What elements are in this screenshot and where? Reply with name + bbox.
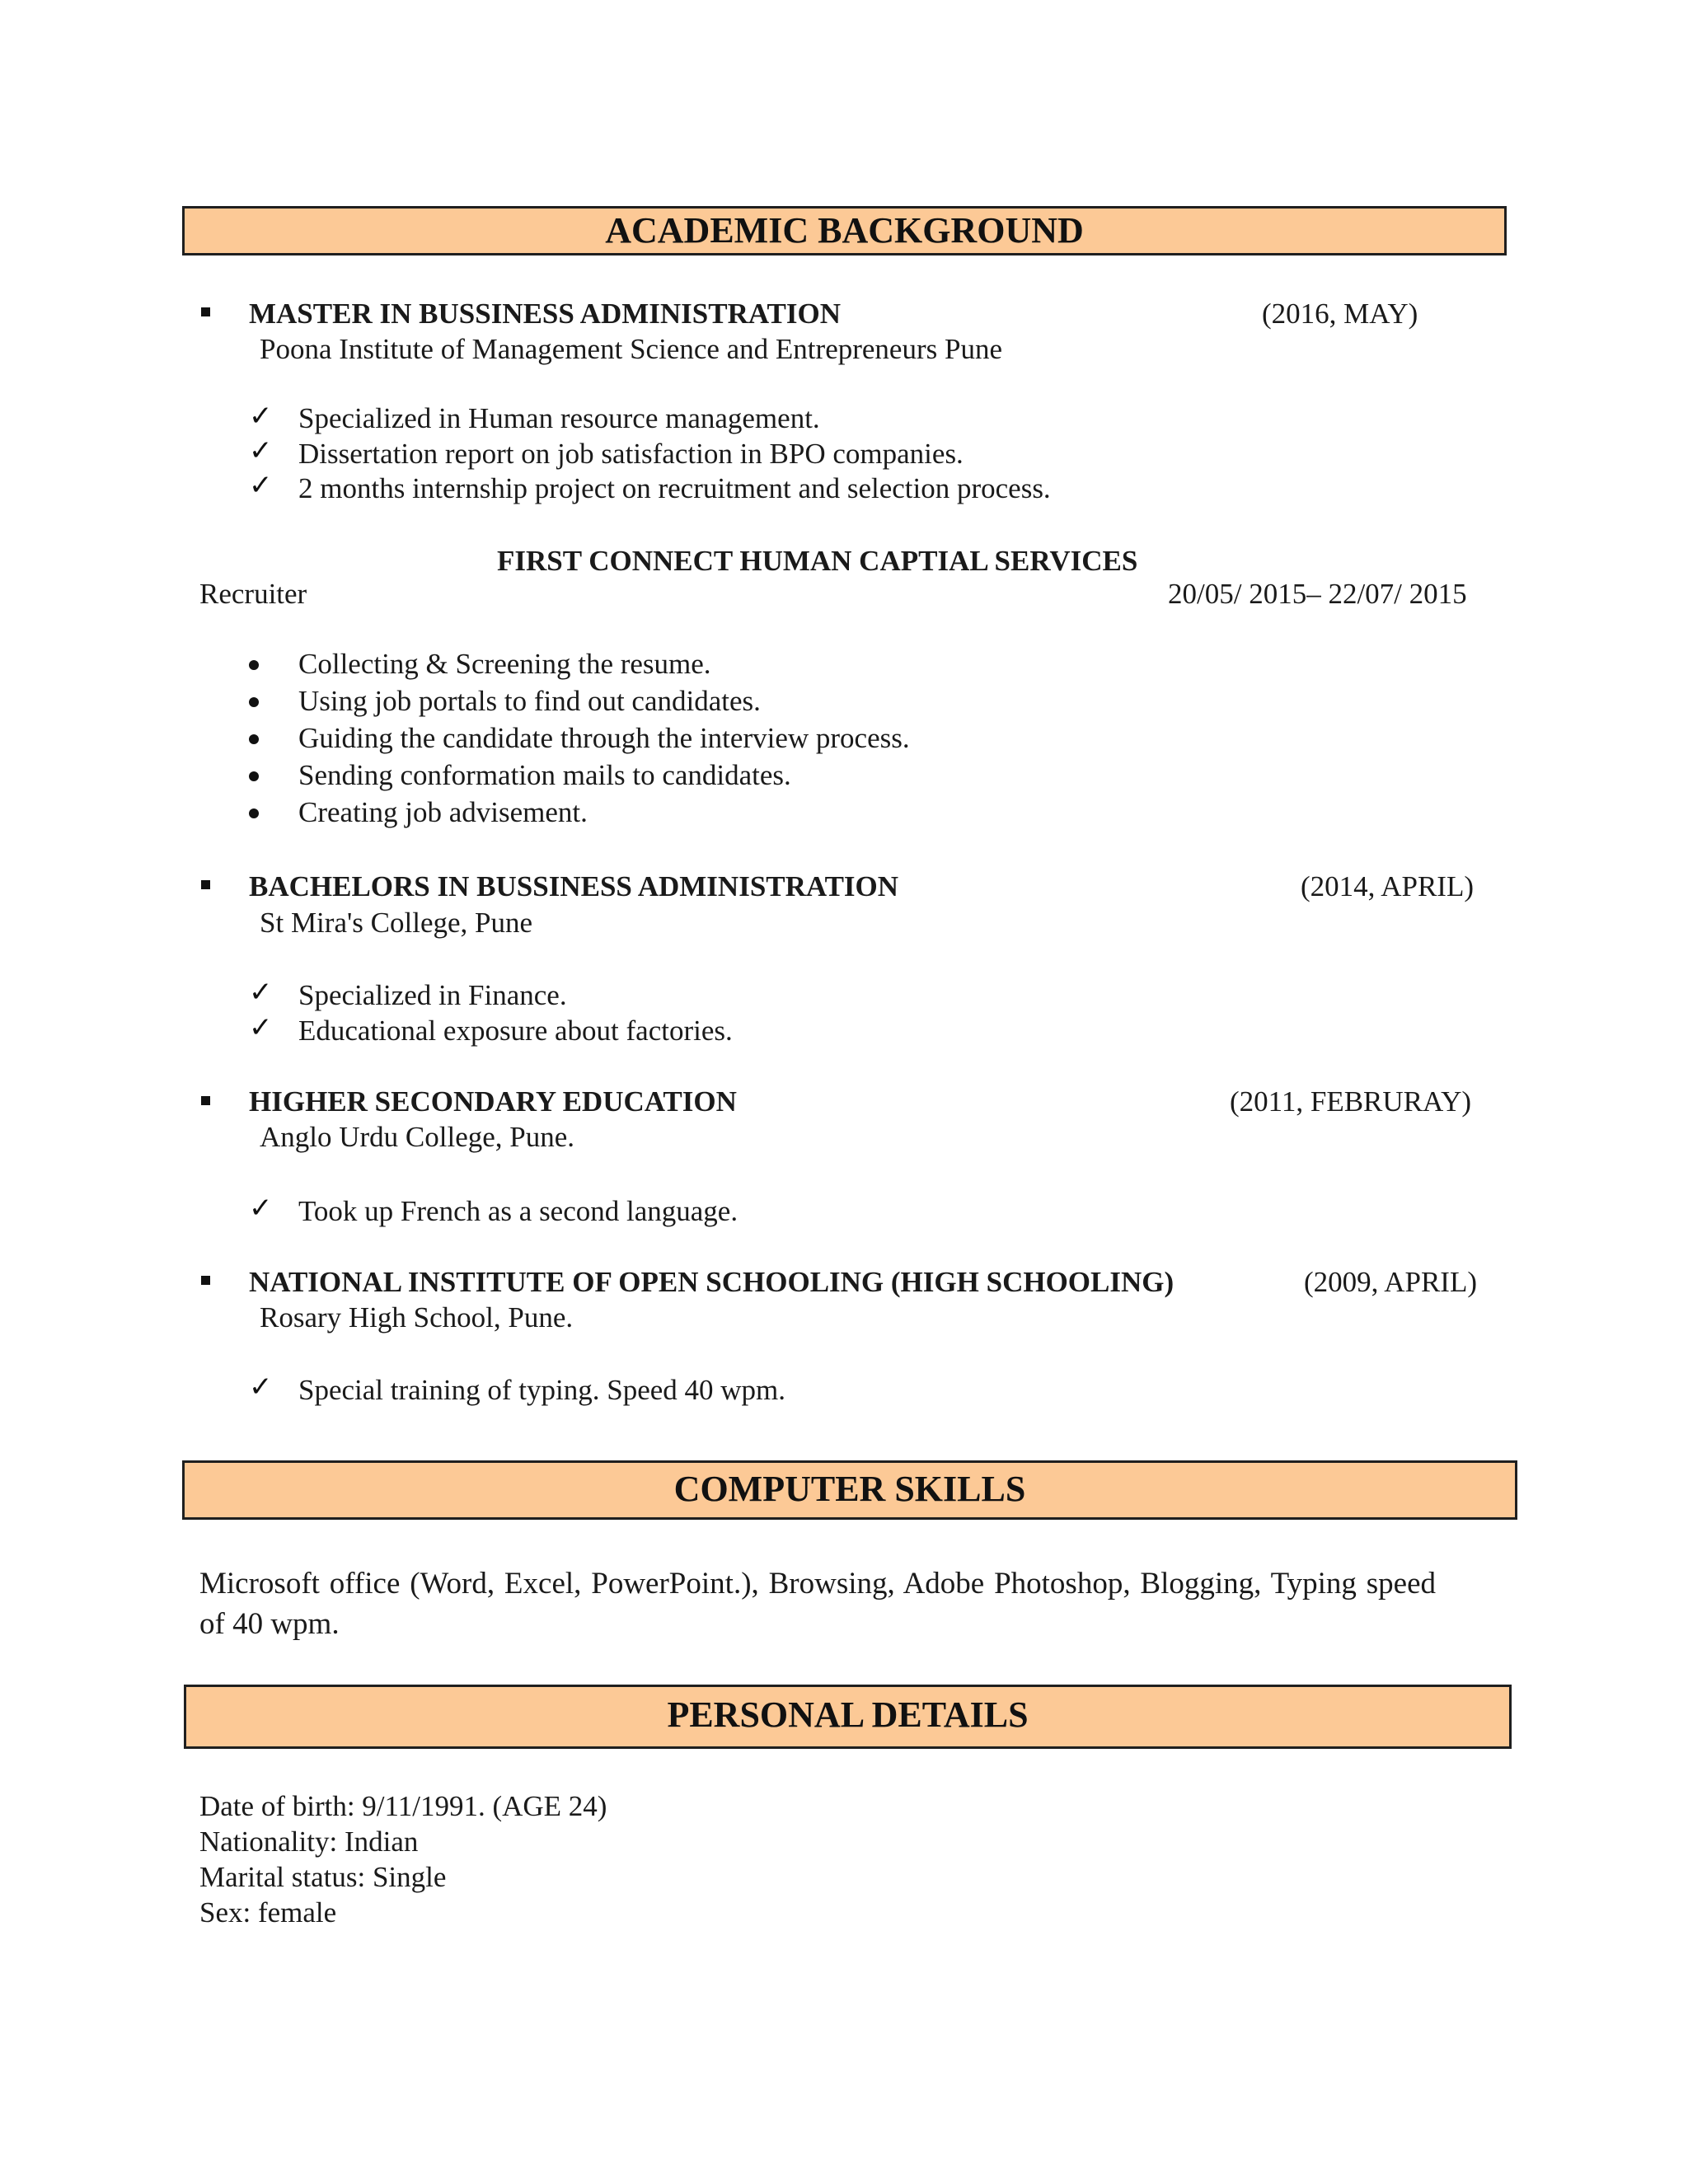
marital-status: Marital status: Single xyxy=(199,1861,447,1893)
mba-point-3: 2 months internship project on recruitment and selection process. xyxy=(298,472,1051,504)
checkmark-icon: ✓ xyxy=(249,976,273,1009)
bullet-dot-icon xyxy=(249,808,259,818)
computer-skills-heading: COMPUTER SKILLS xyxy=(182,1460,1517,1520)
hsc-institute: Anglo Urdu College, Pune. xyxy=(260,1121,575,1153)
job-point-1: Collecting & Screening the resume. xyxy=(298,648,711,680)
academic-background-heading: ACADEMIC BACKGROUND xyxy=(182,206,1507,255)
job-company: FIRST CONNECT HUMAN CAPTIAL SERVICES xyxy=(497,545,1138,577)
mba-date: (2016, MAY) xyxy=(1262,298,1418,330)
bba-title: BACHELORS IN BUSSINESS ADMINISTRATION xyxy=(249,870,899,902)
job-point-3: Guiding the candidate through the interview process. xyxy=(298,722,910,754)
checkmark-icon: ✓ xyxy=(249,434,273,467)
bullet-square-icon xyxy=(201,1096,210,1105)
mba-point-1: Specialized in Human resource management. xyxy=(298,402,820,434)
checkmark-icon: ✓ xyxy=(249,1192,273,1225)
checkmark-icon: ✓ xyxy=(249,1371,273,1404)
nios-point-1: Special training of typing. Speed 40 wpm. xyxy=(298,1374,786,1406)
job-point-5: Creating job advisement. xyxy=(298,796,588,828)
job-role: Recruiter xyxy=(199,578,307,610)
bullet-square-icon xyxy=(201,1276,210,1285)
computer-skills-text: Microsoft office (Word, Excel, PowerPoint.), Browsing, Adobe Photoshop, Blogging, Typing speed of 40 wpm. xyxy=(199,1567,1436,1641)
bullet-square-icon xyxy=(201,307,210,316)
hsc-point-1: Took up French as a second language. xyxy=(298,1195,738,1227)
bullet-dot-icon xyxy=(249,771,259,781)
hsc-title: HIGHER SECONDARY EDUCATION xyxy=(249,1085,737,1118)
job-point-2: Using job portals to find out candidates. xyxy=(298,685,761,717)
bullet-dot-icon xyxy=(249,660,259,670)
bullet-square-icon xyxy=(201,880,210,889)
bullet-dot-icon xyxy=(249,734,259,744)
job-dates: 20/05/ 2015– 22/07/ 2015 xyxy=(1168,578,1467,610)
sex: Sex: female xyxy=(199,1896,337,1929)
checkmark-icon: ✓ xyxy=(249,1011,273,1044)
job-point-4: Sending conformation mails to candidates. xyxy=(298,759,791,791)
mba-point-2: Dissertation report on job satisfaction in BPO companies. xyxy=(298,438,964,470)
mba-title: MASTER IN BUSSINESS ADMINISTRATION xyxy=(249,298,842,330)
bba-point-2: Educational exposure about factories. xyxy=(298,1015,733,1047)
bba-point-1: Specialized in Finance. xyxy=(298,979,567,1011)
hsc-date: (2011, FEBRURAY) xyxy=(1230,1085,1472,1118)
nationality: Nationality: Indian xyxy=(199,1825,419,1858)
checkmark-icon: ✓ xyxy=(249,400,273,433)
nios-date: (2009, APRIL) xyxy=(1304,1266,1477,1298)
bba-institute: St Mira's College, Pune xyxy=(260,907,533,939)
nios-institute: Rosary High School, Pune. xyxy=(260,1301,574,1333)
bba-date: (2014, APRIL) xyxy=(1301,870,1474,902)
date-of-birth: Date of birth: 9/11/1991. (AGE 24) xyxy=(199,1790,607,1822)
mba-institute: Poona Institute of Management Science and Entrepreneurs Pune xyxy=(260,333,1002,365)
nios-title: NATIONAL INSTITUTE OF OPEN SCHOOLING (HIGH SCHOOLING) xyxy=(249,1266,1175,1298)
bullet-dot-icon xyxy=(249,697,259,707)
personal-details-heading: PERSONAL DETAILS xyxy=(184,1685,1512,1749)
checkmark-icon: ✓ xyxy=(249,469,273,502)
